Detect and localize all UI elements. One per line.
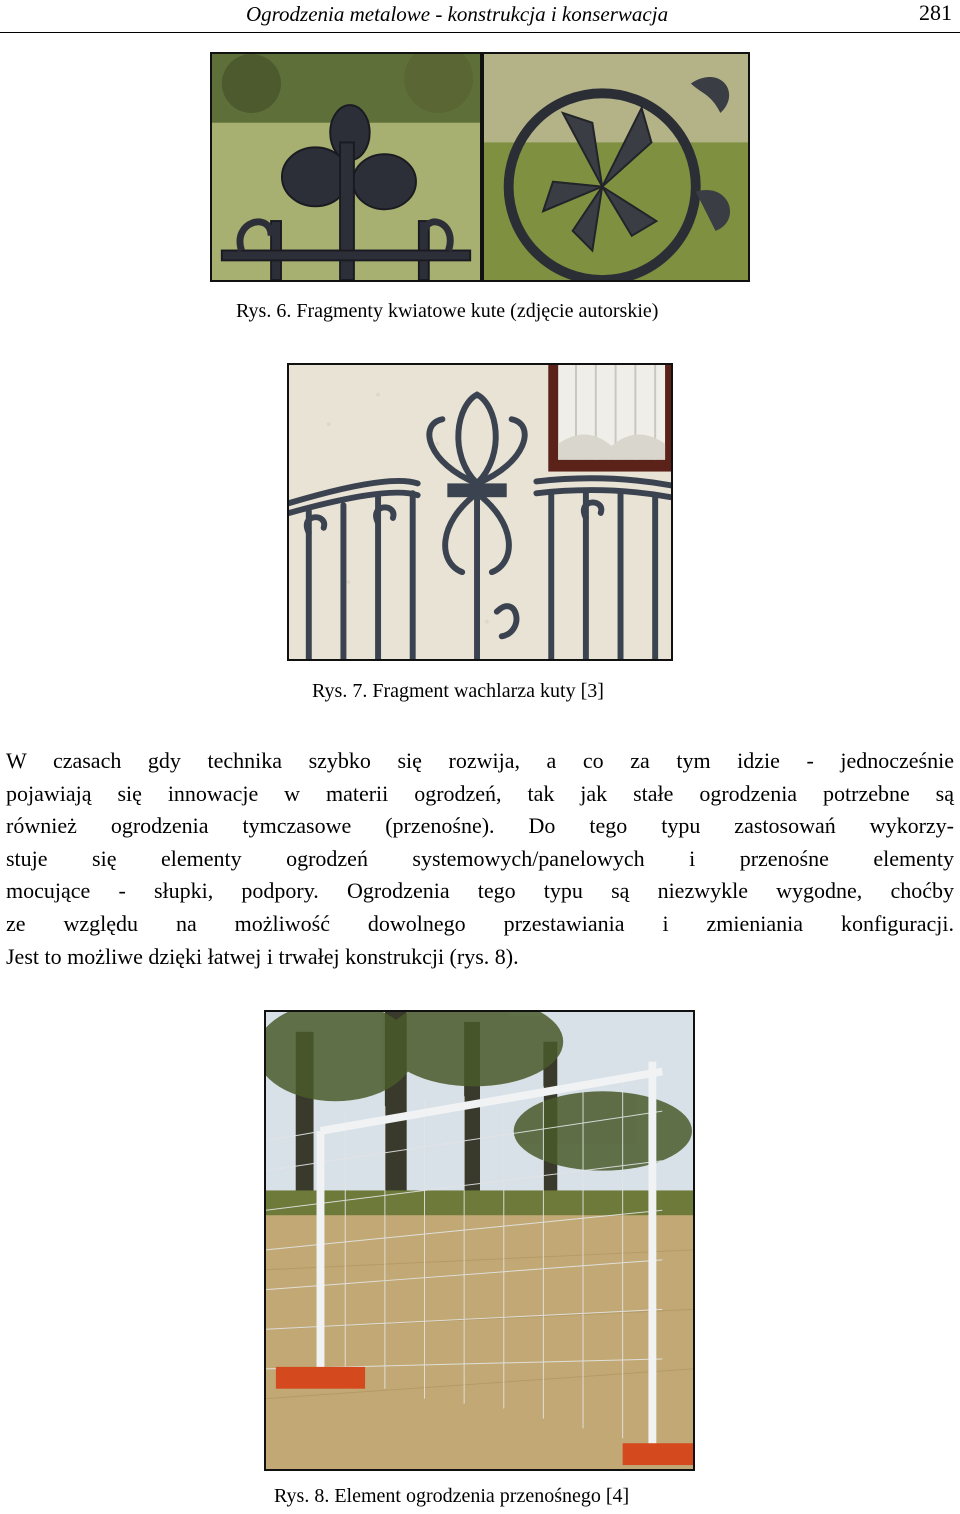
figure-7-caption: Rys. 7. Fragment wachlarza kuty [3] — [312, 680, 604, 702]
running-title: Ogrodzenia metalowe - konstrukcja i konserwacja — [246, 2, 669, 26]
page-header — [0, 0, 960, 33]
body-line: mocujące - słupki, podpory. Ogrodzenia tego typu są niezwykle wygodne, choćby — [6, 878, 954, 904]
page-number: 281 — [919, 0, 952, 25]
body-line: W czasach gdy technika szybko się rozwija, a co za tym idzie - jednocześnie — [6, 748, 954, 773]
figure-8-photo — [264, 1010, 695, 1471]
figure-7-photo — [287, 363, 673, 661]
figure-6-photo-left — [210, 52, 482, 282]
body-line: pojawiają się innowacje w materii ogrodzeń, tak jak stałe ogrodzenia potrzebne są — [6, 780, 954, 806]
body-line: ze względu na możliwość dowolnego przestawiania i zmieniania konfiguracji. — [6, 910, 954, 936]
figure-8-caption: Rys. 8. Element ogrodzenia przenośnego [4] — [274, 1485, 630, 1507]
body-line: również ogrodzenia tymczasowe (przenośne). Do tego typu zastosowań wykorzy- — [6, 813, 954, 839]
body-paragraph — [6, 745, 954, 973]
body-line: stuje się elementy ogrodzeń systemowych/panelowych i przenośne elementy — [6, 845, 954, 871]
figure-6-photo-right — [482, 52, 750, 282]
figure-6-caption: Rys. 6. Fragmenty kwiatowe kute (zdjęcie autorskie) — [236, 300, 659, 322]
body-line: Jest to możliwe dzięki łatwej i trwałej konstrukcji (rys. 8). — [6, 943, 519, 969]
